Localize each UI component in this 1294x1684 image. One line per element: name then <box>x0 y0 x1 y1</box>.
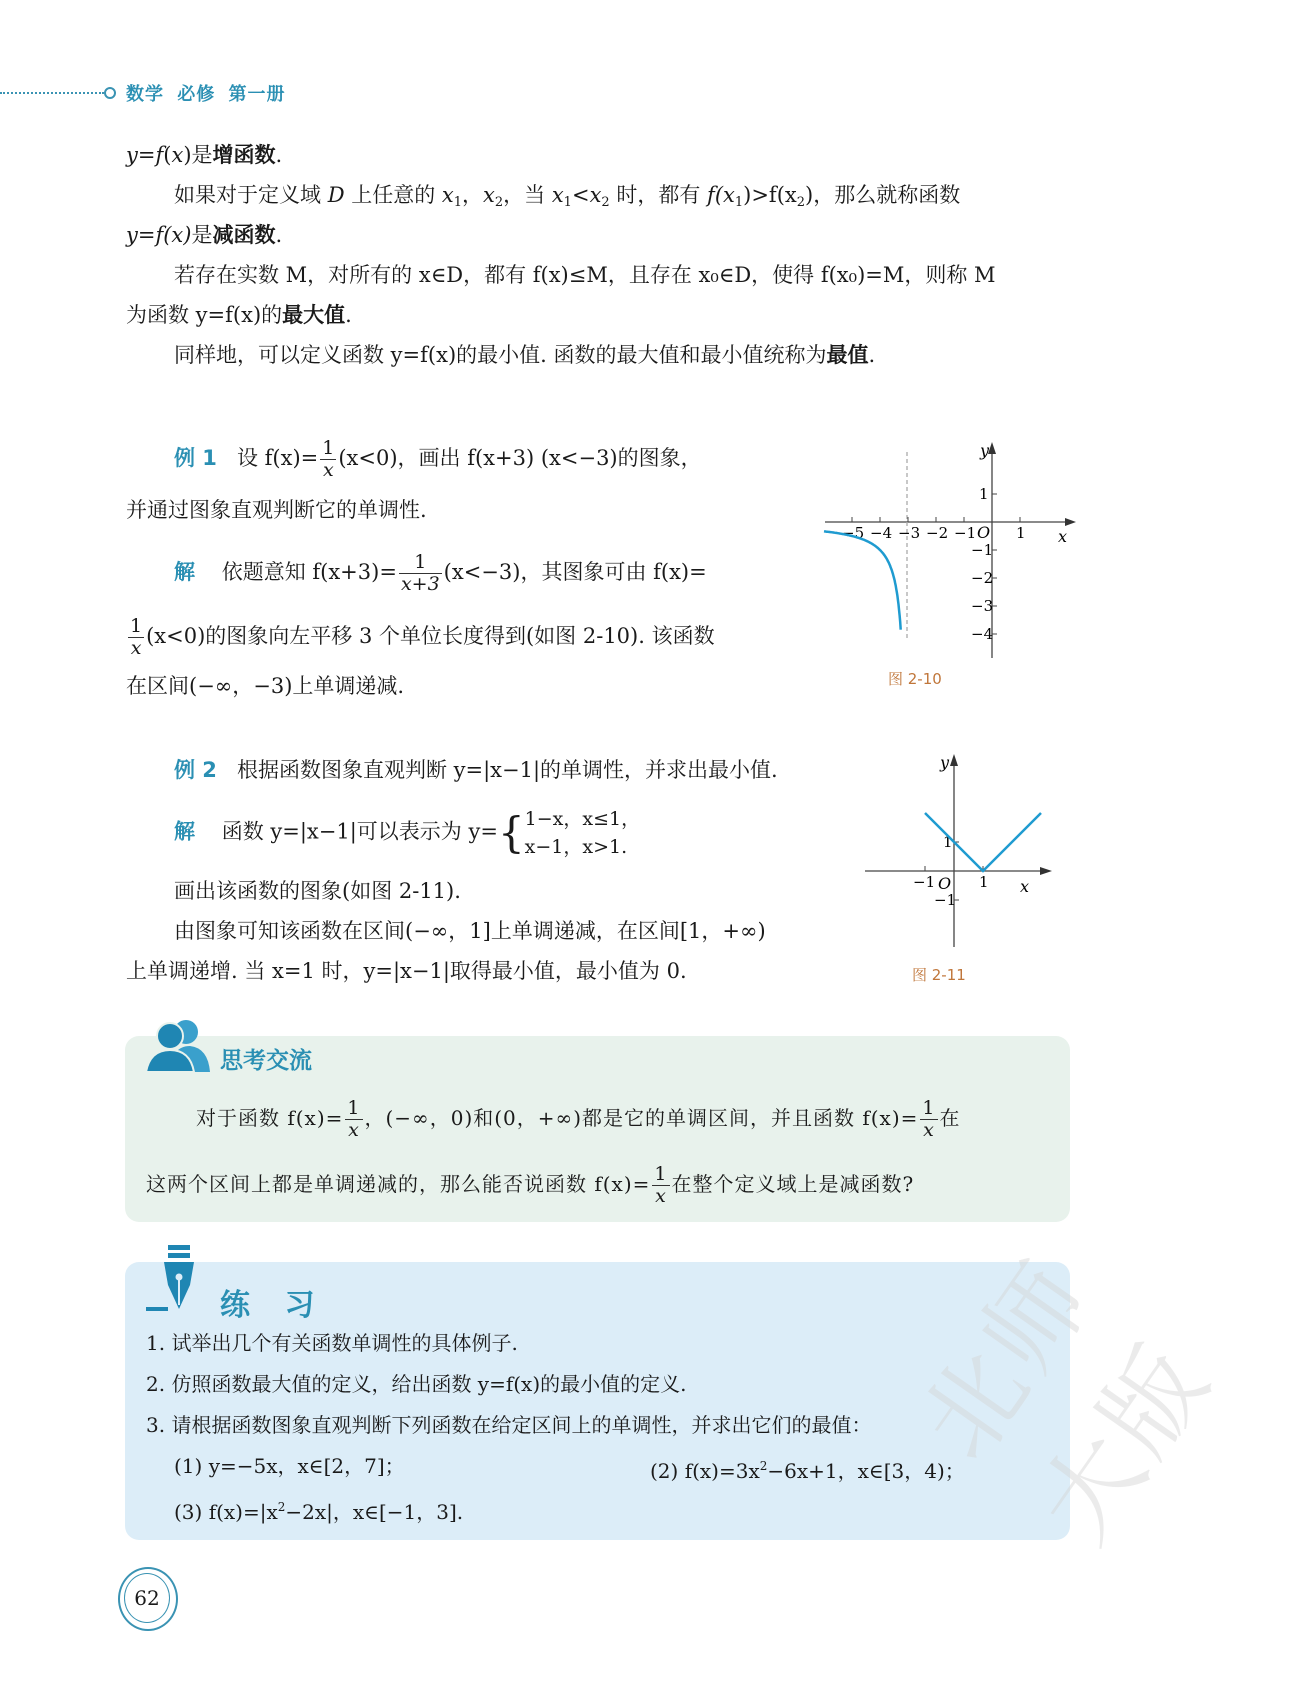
example2-line4: 上单调递增. 当 x=1 时，y=|x−1|取得最小值，最小值为 0. <box>126 959 687 983</box>
page-number: 62 <box>124 1573 170 1623</box>
x-tick-label: −1 <box>954 524 977 542</box>
y-axis-arrow <box>988 442 996 454</box>
y-tick-label: −2 <box>971 569 994 587</box>
y-tick-label: −1 <box>934 891 957 909</box>
line-max: 为函数 y=f(x)的最大值. <box>126 302 352 327</box>
y-tick-label: 1 <box>943 833 953 851</box>
definition-max: 若存在实数 M，对所有的 x∈D，都有 f(x)≤M，且存在 x₀∈D，使得 f(x₀)=M，则称 M <box>174 263 996 287</box>
example2-line2: 画出该函数的图象(如图 2-11). <box>174 879 461 903</box>
think-line1: 对于函数 f(x)= $\frac{1}{x}$ ，(−∞，0)和(0，+∞)都是它的单调区间，并且函数 f(x)= $\frac{1}{x}$ 在 <box>196 1097 961 1141</box>
people-icon <box>146 1018 212 1074</box>
example1-solution: 解 依题意知 f(x+3)= $\frac{1}{x+3}$ (x<−3)，其图象可由 f(x)= <box>174 551 707 595</box>
exercise-item-2: 2. 仿照函数最大值的定义，给出函数 y=f(x)的最小值的定义. <box>146 1372 687 1396</box>
watermark: 北师大版 <box>898 1238 1234 1563</box>
x-axis-arrow <box>1065 518 1076 526</box>
exercise-title: 练 习 <box>220 1288 327 1323</box>
y-axis-label: y <box>940 753 950 772</box>
exercise-item-1: 1. 试举出几个有关函数单调性的具体例子. <box>146 1331 518 1355</box>
example1-solution-line2: $\frac{1}{x}$ (x<0)的图象向左平移 3 个单位长度得到(如图 2-10). 该函数 <box>130 615 715 659</box>
pen-nib-icon <box>146 1245 202 1315</box>
line-decreasing: y=f(x)是减函数. <box>126 222 283 247</box>
example2-question: 例 2 根据函数图象直观判断 y=|x−1|的单调性，并求出最小值. <box>174 758 778 782</box>
example2-line3: 由图象可知该函数在区间(−∞，1]上单调递减，在区间[1，+∞) <box>174 919 766 943</box>
origin-label: O <box>938 874 952 893</box>
line-extrema: 同样地，可以定义函数 y=f(x)的最小值. 函数的最大值和最小值统称为最值. <box>174 342 876 367</box>
example2-solution: 解 函数 y=|x−1|可以表示为 y={ 1−x，x≤1， x−1，x>1. <box>174 808 641 858</box>
x-axis-label: x <box>1020 877 1030 896</box>
x-axis-label: x <box>1058 527 1068 546</box>
y-axis-label: y <box>980 441 990 460</box>
figure-2-10 <box>820 440 1080 680</box>
exercise-item-3-sub2: (2) $f(x)=3x^2-6x+1$，x∈[3，4)； <box>650 1459 965 1483</box>
y-tick-label: 1 <box>979 485 989 503</box>
figure-2-10-caption: 图 2-10 <box>888 670 942 688</box>
header-dotted-line <box>0 92 104 94</box>
book-title: 数学 必修 第一册 <box>126 84 286 105</box>
figure-2-11 <box>860 752 1060 952</box>
think-title: 思考交流 <box>220 1048 312 1074</box>
y-tick-label: −4 <box>971 625 994 643</box>
x-axis-arrow <box>1040 867 1052 875</box>
x-tick-label: 1 <box>1016 524 1026 542</box>
exercise-item-3-sub1: (1) y=−5x，x∈[2，7]； <box>174 1454 405 1478</box>
exercise-item-3-sub3: (3) $f(x)=|x^2-2x|$，x∈[−1，3]. <box>174 1500 464 1524</box>
line-increasing: y=f(x)是增函数. <box>126 142 283 167</box>
function-curve <box>824 531 901 629</box>
y-axis-arrow <box>950 754 958 766</box>
exercise-item-3: 3. 请根据函数图象直观判断下列函数在给定区间上的单调性，并求出它们的最值： <box>146 1413 872 1437</box>
think-line2: 这两个区间上都是单调递减的，那么能否说函数 f(x)= $\frac{1}{x}$ 在整个定义域上是减函数? <box>146 1163 915 1207</box>
x-tick-label: −1 <box>913 873 936 891</box>
definition-decreasing: 如果对于定义域 D 上任意的 $x_1$，$x_2$，当 $x_1<x_2$ 时，都有 $f(x_1)>f(x_2)$，那么就称函数 <box>174 183 961 210</box>
x-tick-label: −3 <box>898 524 921 542</box>
example1-question: 例 1 设 f(x)= $\frac{1}{x}$ (x<0)，画出 f(x+3) (x<−3)的图象， <box>174 437 702 481</box>
figure-2-11-caption: 图 2-11 <box>912 966 966 984</box>
y-tick-label: −1 <box>971 541 994 559</box>
brace: { <box>497 808 525 857</box>
x-tick-label: −2 <box>926 524 949 542</box>
example1-solution-line3: 在区间(−∞，−3)上单调递减. <box>126 674 405 698</box>
header-dot <box>104 87 116 99</box>
origin-label: O <box>977 523 991 542</box>
example1-question-line2: 并通过图象直观判断它的单调性. <box>126 498 427 522</box>
y-tick-label: −3 <box>971 597 994 615</box>
x-tick-label: −5 <box>842 524 865 542</box>
x-tick-label: −4 <box>870 524 893 542</box>
x-tick-label: 1 <box>979 873 989 891</box>
